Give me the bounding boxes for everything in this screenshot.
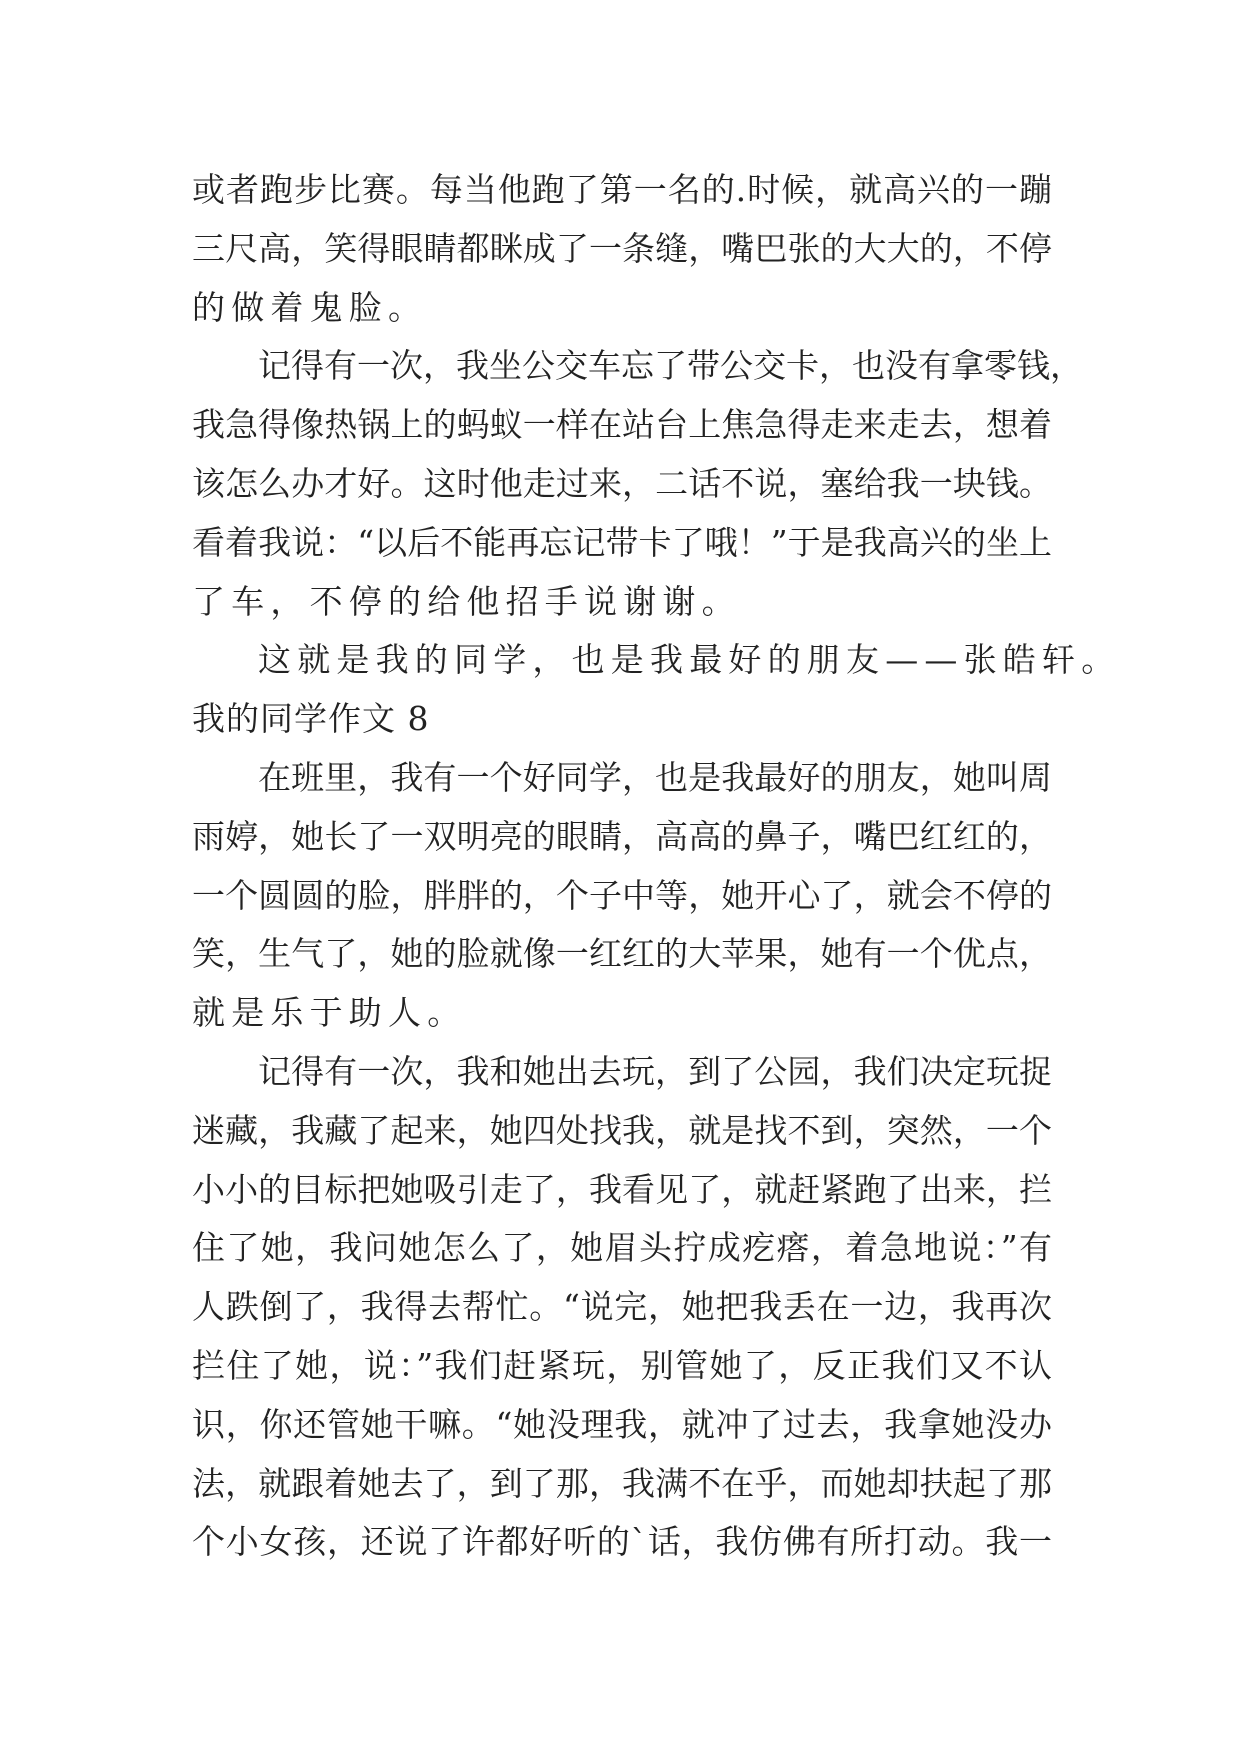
text-line: 笑，生气了，她的脸就像一红红的大苹果，她有一个优点，	[192, 934, 1052, 974]
text-line: 法，就跟着她去了，到了那，我满不在乎，而她却扶起了那	[192, 1463, 1052, 1503]
text-line: 住了她，我问她怎么了，她眉头拧成疙瘩，着急地说：”有	[192, 1228, 1052, 1268]
paragraph-first-line: 记得有一次，我和她出去玩，到了公园，我们决定玩捉	[258, 1051, 1052, 1091]
text-line: 迷藏，我藏了起来，她四处找我，就是找不到，突然，一个	[192, 1110, 1052, 1150]
text-line: 人跌倒了，我得去帮忙。“说完，她把我丢在一边，我再次	[192, 1287, 1052, 1327]
text-line: 的做着鬼脸。	[192, 287, 428, 327]
text-line: 三尺高，笑得眼睛都眯成了一条缝，嘴巴张的大大的，不停	[192, 228, 1052, 268]
text-line: 识，你还管她干嘛。“她没理我，就冲了过去，我拿她没办	[192, 1404, 1052, 1444]
text-line: 或者跑步比赛。每当他跑了第一名的.时候，就高兴的一蹦	[192, 170, 1052, 209]
paragraph-first-line: 记得有一次，我坐公交车忘了带公交卡，也没有拿零钱，	[258, 346, 1083, 386]
text-line: 看着我说：“以后不能再忘记带卡了哦！”于是我高兴的坐上	[192, 522, 1052, 562]
text-line: 一个圆圆的脸，胖胖的，个子中等，她开心了，就会不停的	[192, 875, 1052, 915]
text-line: 拦住了她，说：”我们赶紧玩，别管她了，反正我们又不认	[192, 1345, 1052, 1385]
text-line: 雨婷，她长了一双明亮的眼睛，高高的鼻子，嘴巴红红的，	[192, 816, 1052, 856]
text-line: 我急得像热锅上的蚂蚁一样在站台上焦急得走来走去，想着	[192, 405, 1052, 445]
text-line: 了车，不停的给他招手说谢谢。	[192, 581, 741, 621]
paragraph-first-line: 这就是我的同学，也是我最好的朋友——张皓轩。	[258, 640, 1121, 680]
text-line: 就是乐于助人。	[192, 993, 467, 1033]
section-heading: 我的同学作文 8	[192, 699, 430, 739]
paragraph-first-line: 在班里，我有一个好同学，也是我最好的朋友，她叫周	[258, 757, 1052, 797]
text-line: 该怎么办才好。这时他走过来，二话不说，塞给我一块钱。	[192, 463, 1052, 503]
text-line: 个小女孩，还说了许都好听的`话，我仿佛有所打动。我一	[192, 1522, 1052, 1562]
document-body	[192, 161, 1121, 1572]
text-line: 小小的目标把她吸引走了，我看见了，就赶紧跑了出来，拦	[192, 1169, 1052, 1209]
